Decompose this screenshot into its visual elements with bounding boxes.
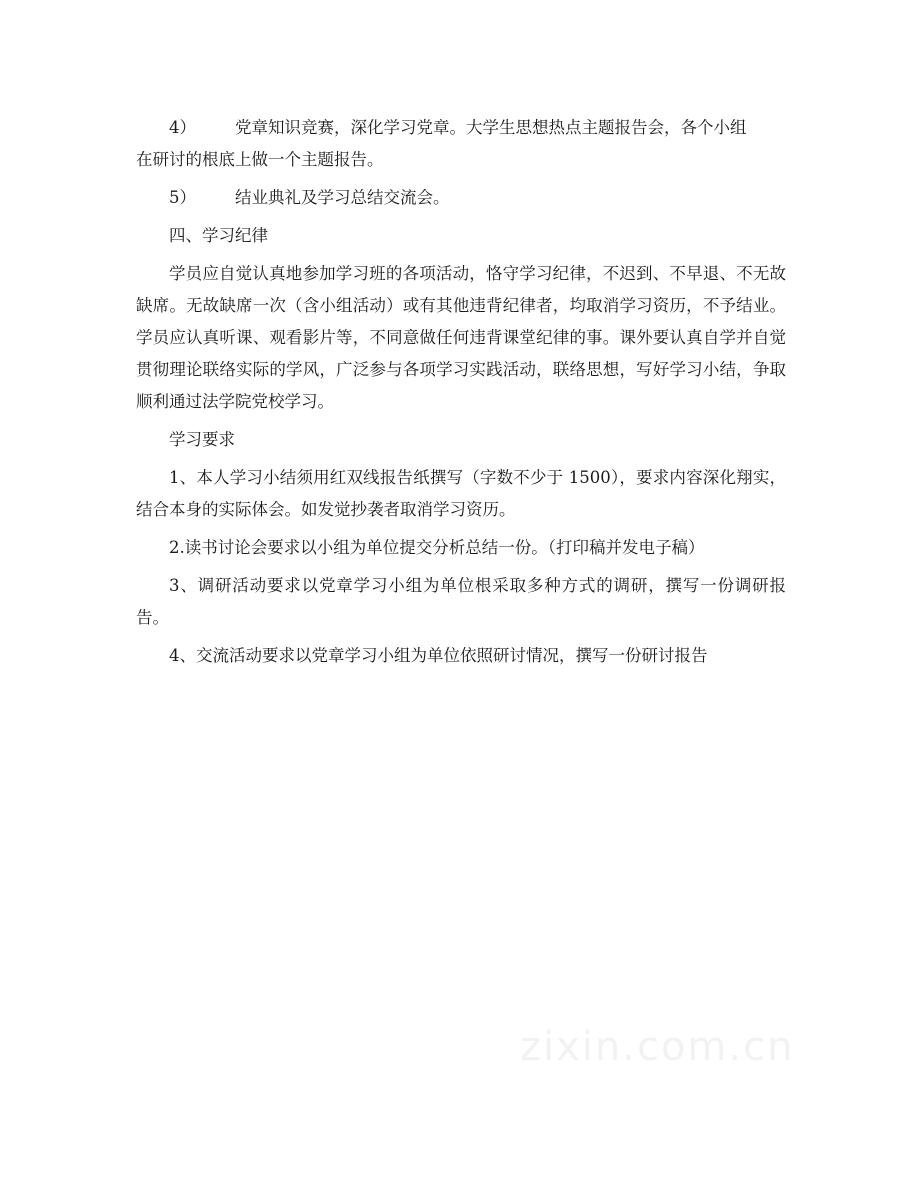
document-page [136,112,786,678]
item-text-line1: 党章知识竞赛，深化学习党章。大学生思想热点主题报告会，各个小组 [235,118,747,137]
requirement-2: 2.读书讨论会要求以小组为单位提交分析总结一份。（打印稿并发电子稿） [169,538,705,557]
item-number: 4） [169,118,196,137]
section-heading-requirements: 学习要求 [169,430,235,449]
item-text-line2: 在研讨的根底上做一个主题报告。 [136,150,384,169]
list-item-4 [136,112,786,176]
section-heading-discipline: 四、学习纪律 [169,226,268,245]
requirement-3: 3、调研活动要求以党章学习小组为单位根采取多种方式的调研，撰写一份调研报告。 [136,576,786,627]
list-item-5 [136,182,786,214]
watermark: zixin.com.cn [520,1024,795,1070]
requirement-1: 1、本人学习小结须用红双线报告纸撰写（字数不少于 1500），要求内容深化翔实，结合本身的实际体会。如发觉抄袭者取消学习资历。 [136,468,786,519]
item-number: 5） [169,188,196,207]
requirement-4: 4、交流活动要求以党章学习小组为单位依照研讨情况，撰写一份研讨报告 [169,646,708,665]
item-text: 结业典礼及学习总结交流会。 [235,188,450,207]
discipline-paragraph: 学员应自觉认真地参加学习班的各项活动，恪守学习纪律，不迟到、不早退、不无故缺席。无故缺席一次（含小组活动）或有其他违背纪律者，均取消学习资历，不予结业。学员应认真听课、观看影片等，不同意做任何违背课堂纪律的事。课外要认真自学并自觉贯彻理论联络实际的学风，广泛参与各项学习实践活动，联络思想，写好学习小结，争取顺利通过法学院党校学习。 [136,264,786,411]
